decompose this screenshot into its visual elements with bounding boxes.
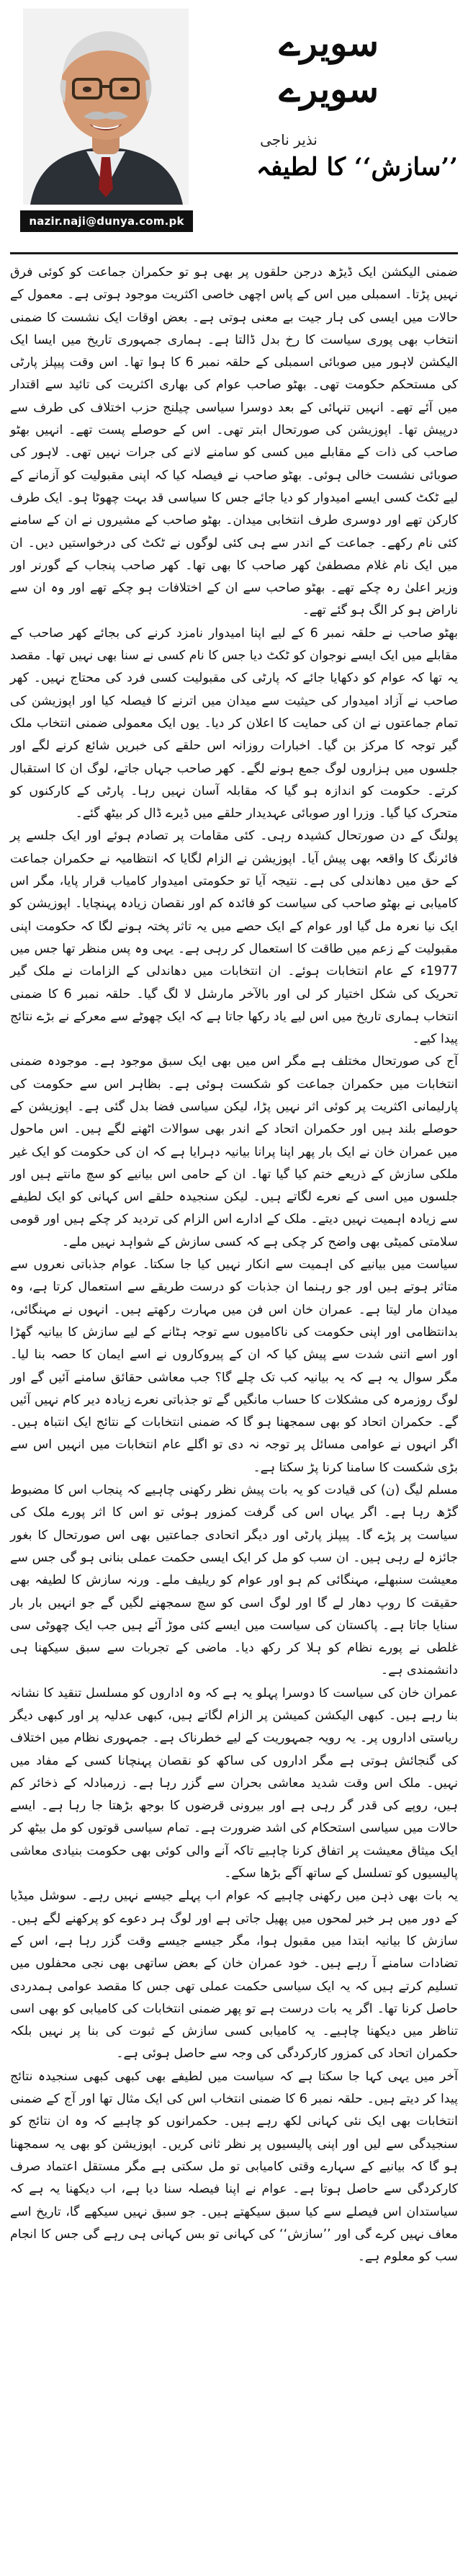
paragraph: عمران خان کی سیاست کا دوسرا پہلو یہ ہے کہ وہ اداروں کو مسلسل تنقید کا نشانہ بنا رہے ہیں۔ کبھی الیکشن کمیشن پر الزام لگاتے ہیں، کبھی عدلیہ پر اور کبھی دیگر ریاستی اداروں پر۔ یہ رویہ جمہوریت کے لیے خطرناک ہے۔ جمہوری نظام میں اختلاف کی گنجائش ہوتی ہے مگر اداروں کی ساکھ کو نقصان پہنچانا کسی کے مفاد میں نہیں۔ ملک اس وقت شدید معاشی بحران سے گزر رہا ہے۔ زرمبادلہ کے ذخائر کم ہیں، روپے کی قدر گر رہی ہے اور بیرونی قرضوں کا بوجھ بڑھتا جا رہا ہے۔ ایسے حالات میں سیاسی استحکام کی اشد ضرورت ہے۔ تمام سیاسی قوتوں کو مل بیٹھ کر ایک میثاق معیشت پر اتفاق کرنا چاہیے تاکہ آنے والی کوئی بھی حکومت بنیادی معاشی پالیسیوں کو تسلسل کے ساتھ آگے بڑھا سکے۔ [10,1685,458,1881]
paragraph: پولنگ کے دن صورتحال کشیدہ رہی۔ کئی مقامات پر تصادم ہوئے اور ایک جلسے پر فائرنگ کا واقعہ بھی پیش آیا۔ اپوزیشن نے الزام لگایا کہ انتظامیہ نے حکمران جماعت کے حق میں دھاندلی کی ہے۔ نتیجہ آیا تو حکومتی امیدوار کامیاب قرار پایا، مگر اس کامیابی نے بھٹو صاحب کی سیاست کو فائدہ کم اور نقصان زیادہ پہنچایا۔ اپوزیشن کو ایک نیا نعرہ مل گیا اور عوام کے ایک حصے میں یہ تاثر پختہ ہونے لگا کہ حکومت اپنی مقبولیت کے زعم میں طاقت کا استعمال کر رہی ہے۔ یہی وہ پس منظر تھا جس میں 1977ء کے عام انتخابات ہوئے۔ ان انتخابات میں دھاندلی کے الزامات نے ملک گیر تحریک کی شکل اختیار کر لی اور بالآخر مارشل لا لگ گیا۔ حلقہ نمبر 6 کا ضمنی انتخاب ہماری تاریخ میں اس لیے یاد رکھا جاتا ہے کہ ایک چھوٹے سے معرکے نے بڑے نتائج پیدا کیے۔ [10,829,458,1047]
column-name-line1: سویرے [279,22,379,64]
column-name-logo [199,20,379,112]
paragraph: آج کی صورتحال مختلف ہے مگر اس میں بھی ایک سبق موجود ہے۔ موجودہ ضمنی انتخابات میں حکمران جماعت کو شکست ہوئی ہے۔ بظاہر اس سے حکومت کی پارلیمانی اکثریت پر کوئی اثر نہیں پڑا، لیکن سیاسی فضا بدل گئی ہے۔ اپوزیشن کے حوصلے بلند ہیں اور حکمران اتحاد کے اندر بھی سوالات اٹھنے لگے ہیں۔ اس ماحول میں عمران خان نے ایک بار پھر اپنا پرانا بیانیہ دہرایا ہے کہ ان کی حکومت کو ایک غیر ملکی سازش کے ذریعے ختم کیا گیا تھا۔ ان کے حامی اس بیانیے کو سچ مانتے ہیں اور جلسوں میں اسی کے نعرے لگاتے ہیں۔ لیکن سنجیدہ حلقے اس کہانی کو ایک لطیفے سے زیادہ اہمیت نہیں دیتے۔ ملک کے ادارے اس الزام کی تردید کر چکے ہیں اور قومی سلامتی کمیٹی بھی واضح کر چکی ہے کہ کسی سازش کے شواہد نہیں ملے۔ [10,1054,458,1249]
paragraph: یہ بات بھی ذہن میں رکھنی چاہیے کہ عوام اب پہلے جیسے نہیں رہے۔ سوشل میڈیا کے دور میں ہر خبر لمحوں میں پھیل جاتی ہے اور لوگ ہر دعوے کو پرکھنے لگے ہیں۔ سازش کا بیانیہ ابتدا میں مقبول ہوا، مگر جیسے جیسے وقت گزر رہا ہے، اس کے تضادات سامنے آ رہے ہیں۔ خود عمران خان کے بعض ساتھی بھی نجی محفلوں میں تسلیم کرتے ہیں کہ یہ ایک سیاسی حکمت عملی تھی جس کا مقصد عوامی ہمدردی حاصل کرنا تھا۔ اگر یہ بات درست ہے تو پھر ضمنی انتخابات کی کامیابی کو بھی اسی تناظر میں دیکھنا چاہیے۔ یہ کامیابی کسی سازش کے ثبوت کی بنا پر نہیں بلکہ حکمران اتحاد کی کمزور کارکردگی کی وجہ سے حاصل ہوئی ہے۔ [10,1889,458,2062]
paragraph: سیاست میں بیانیے کی اہمیت سے انکار نہیں کیا جا سکتا۔ عوام جذباتی نعروں سے متاثر ہوتے ہیں اور جو رہنما ان جذبات کو درست طریقے سے استعمال کرتا ہے، وہ میدان مار لیتا ہے۔ عمران خان اس فن میں مہارت رکھتے ہیں۔ انہوں نے مہنگائی، بدانتظامی اور اپنی حکومت کی ناکامیوں سے توجہ ہٹانے کے لیے سازش کا بیانیہ گھڑا اور اسے اتنی شدت سے پیش کیا کہ ان کے پیروکاروں نے اسے ایمان کا حصہ بنا لیا۔ مگر سوال یہ ہے کہ یہ بیانیہ کب تک چلے گا؟ جب معاشی حقائق سامنے آئیں گے اور لوگ روزمرہ کی مشکلات کا حساب مانگیں گے تو جذباتی نعرے زیادہ دیر کام نہیں آئیں گے۔ حکمران اتحاد کو بھی سمجھنا ہو گا کہ ضمنی انتخابات کے نتائج ایک انتباہ ہیں۔ اگر انہوں نے عوامی مسائل پر توجہ نہ دی تو اگلے عام انتخابات میں انہیں اس سے بڑی شکست کا سامنا کرنا پڑ سکتا ہے۔ [10,1257,458,1475]
paragraph: مسلم لیگ (ن) کی قیادت کو یہ بات پیش نظر رکھنی چاہیے کہ پنجاب اس کا مضبوط گڑھ رہا ہے۔ اگر یہاں اس کی گرفت کمزور ہوئی تو اس کا اثر پورے ملک کی سیاست پر پڑے گا۔ پیپلز پارٹی اور دیگر اتحادی جماعتیں بھی اس صورتحال کا بغور جائزہ لے رہی ہیں۔ ان سب کو مل کر ایک ایسی حکمت عملی بنانی ہو گی جس سے معیشت سنبھلے، مہنگائی کم ہو اور عوام کو ریلیف ملے۔ ورنہ سازش کا لطیفہ بھی حقیقت کا روپ دھار لے گا اور لوگ اسی کو سچ سمجھنے لگیں گے جو انہیں بار بار سنایا جاتا ہے۔ پاکستان کی سیاست میں ایسے کئی موڑ آئے ہیں جب ایک چھوٹی سی غلطی نے پورے نظام کو ہلا کر رکھ دیا۔ ماضی کے تجربات سے سبق سیکھنا ہی دانشمندی ہے۔ [10,1483,458,1678]
article-title: ’’سازش‘‘ کا لطیفہ [256,153,458,182]
author-email[interactable]: nazir.naji@dunya.com.pk [20,210,193,232]
author-name: نذیر ناجی [260,131,318,148]
article-body [10,262,458,2268]
column-name-line2: سویرے [279,68,379,110]
paragraph: آخر میں یہی کہا جا سکتا ہے کہ سیاست میں لطیفے بھی کبھی کبھی سنجیدہ نتائج پیدا کر دیتے ہیں۔ حلقہ نمبر 6 کا ضمنی انتخاب اس کی ایک مثال تھا اور آج کے ضمنی انتخابات بھی ایک نئی کہانی لکھ رہے ہیں۔ حکمرانوں کو چاہیے کہ وہ ان نتائج کو سنجیدگی سے لیں اور اپنی پالیسیوں پر نظر ثانی کریں۔ اپوزیشن کو بھی یہ سمجھنا ہو گا کہ بیانیے کے سہارے وقتی کامیابی تو مل سکتی ہے مگر مستقل اعتماد صرف کارکردگی سے حاصل ہوتا ہے۔ عوام نے اپنا فیصلہ سنا دیا ہے، اب دیکھنا یہ ہے کہ سیاستدان اس فیصلے سے کیا سبق سیکھتے ہیں۔ جو سبق نہیں سیکھے گا، تاریخ اسے معاف نہیں کرے گی اور ’’سازش‘‘ کی کہانی تو بس کہانی ہی رہے گی جس کا انجام سب کو معلوم ہے۔ [10,2069,458,2265]
column-header [10,0,458,254]
paragraph: بھٹو صاحب نے حلقہ نمبر 6 کے لیے اپنا امیدوار نامزد کرنے کی بجائے کھر صاحب کے مقابلے میں ایک ایسے نوجوان کو ٹکٹ دیا جس کا نام کسی نے سنا بھی نہیں تھا۔ مقصد یہ تھا کہ عوام کو دکھایا جائے کہ پارٹی کی مقبولیت کسی فرد کی محتاج نہیں۔ کھر صاحب نے آزاد امیدوار کی حیثیت سے میدان میں اترنے کا فیصلہ کیا اور اپوزیشن کی تمام جماعتوں نے ان کی حمایت کا اعلان کر دیا۔ یوں ایک معمولی ضمنی انتخاب ملک گیر توجہ کا مرکز بن گیا۔ اخبارات روزانہ اس حلقے کی خبریں شائع کرنے لگے اور جلسوں میں ہزاروں لوگ جمع ہونے لگے۔ کھر صاحب جہاں جاتے، لوگ ان کا استقبال کرتے۔ حکومت کو اندازہ ہو گیا کہ مقابلہ آسان نہیں رہا۔ پارٹی کے کارکنوں کو متحرک کیا گیا۔ وزرا اور صوبائی عہدیدار حلقے میں ڈیرے ڈال کر بیٹھ گئے۔ [10,625,458,821]
paragraph: ضمنی الیکشن ایک ڈیڑھ درجن حلقوں پر بھی ہو تو حکمران جماعت کو کوئی فرق نہیں پڑتا۔ اسمبلی میں اس کے پاس اچھی خاصی اکثریت موجود ہوتی ہے۔ معمول کے حالات میں ایسی کی ہار جیت بے معنی ہوتی ہے۔ بعض اوقات ایک نشست کا ضمنی انتخاب بھی پوری سیاست کا رخ بدل ڈالتا ہے۔ ہماری جمہوری تاریخ میں ایسا ایک الیکشن لاہور میں صوبائی اسمبلی کے حلقہ نمبر 6 کا ہوا تھا۔ اس وقت پیپلز پارٹی کی مستحکم حکومت تھی۔ بھٹو صاحب عوام کی بھاری اکثریت کی تائید سے اقتدار میں آئے تھے۔ انہیں تنہائی کے بعد دوسرا سیاسی چیلنج حزب اختلاف کی طرف سے درپیش تھا۔ اپوزیشن کی صورتحال ابتر تھی۔ اس کے حوصلے پست تھے۔ انہیں بھٹو صاحب کی ذات کے مقابلے میں کسی کو سامنے لانے کی جرات نہیں تھی۔ لاہور کی صوبائی نشست خالی ہوئی۔ بھٹو صاحب نے فیصلہ کیا کہ اپنی مقبولیت کو آزمانے کے لیے ٹکٹ کسی ایسے امیدوار کو دیا جائے جس کا سیاسی قد بہت چھوٹا ہو۔ ایک طرف کارکن تھے اور دوسری طرف انتخابی میدان۔ بھٹو صاحب کے مشیروں نے ان کے سامنے کئی نام رکھے۔ جماعت کے اندر سے ہی کئی لوگوں نے ٹکٹ کی درخواستیں دیں۔ ان میں ایک نام غلام مصطفیٰ کھر صاحب کا بھی تھا۔ کھر صاحب پنجاب کے گورنر اور وزیر اعلیٰ رہ چکے تھے۔ بھٹو صاحب سے ان کے اختلافات ہو چکے تھے اور وہ ان سے ناراض ہو کر الگ ہو گئے تھے۔ [10,265,458,618]
